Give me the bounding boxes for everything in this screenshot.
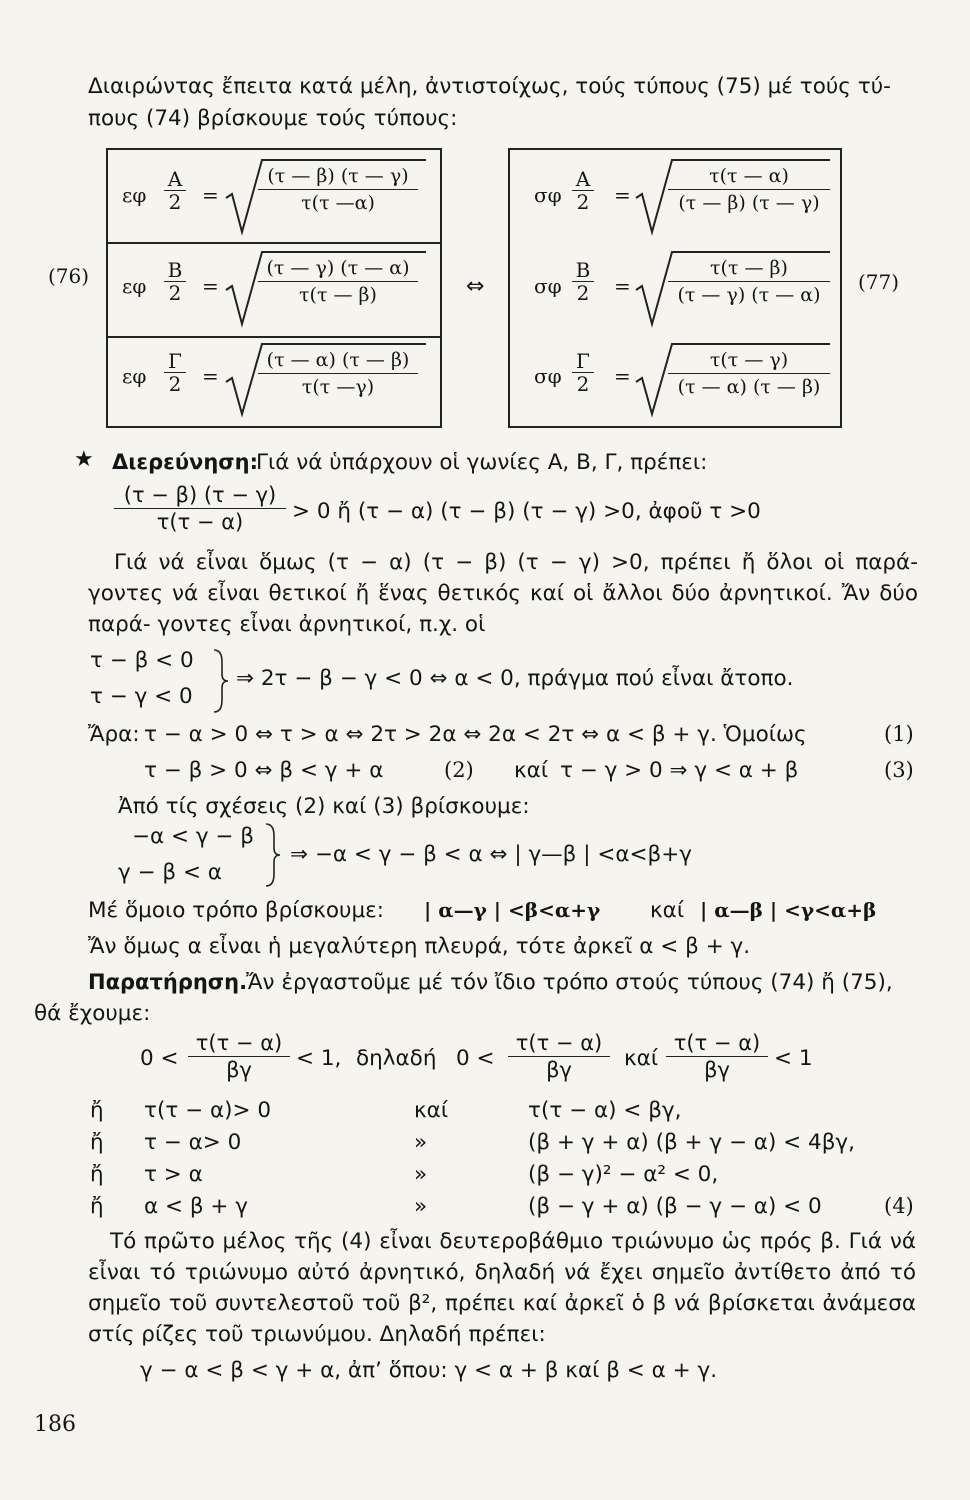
formula-row-cot-g: σφ $\frac{\Gamma}{2}$ = τ(τ — γ) (τ — α) (τ — β) [510,338,840,424]
system1-line-1: τ − β < 0 [90,648,194,673]
brace-icon [264,822,282,888]
chain-left: τ − α> 0 [144,1130,242,1155]
chain-or: ἤ [90,1130,104,1155]
final-conclusion: γ − α < β < γ + α, ἀπ’ ὅπου: γ < α + β καί β < α + γ. [140,1358,718,1383]
system2-line-2: γ − β < α [118,860,222,885]
ara-line-1: τ − α > 0 ⇔ τ > α ⇔ 2τ > 2α ⇔ 2α < 2τ ⇔ α < β + γ. Ὁμοίως [144,722,807,747]
similar-result-2: | α—β | <γ<α+β [700,898,877,922]
equation-number-1: (1) [884,722,914,746]
remark-text-2: θά ἔχουμε: [34,1001,151,1026]
ineq-kai: καί [624,1046,659,1071]
intro-line-2: πους (74) βρίσκουμε τούς τύπους: [88,106,458,131]
chain-mid: » [414,1130,428,1155]
system1-line-2: τ − γ < 0 [90,684,193,709]
ineq-fraction-2: τ(τ − α) βγ [508,1030,610,1083]
brace-icon [212,648,230,714]
discussion-text: Γιά νά ὑπάρχουν οἱ γωνίες A, B, Γ, πρέπει: [256,450,708,475]
chain-right: τ(τ − α) < βγ, [528,1098,682,1123]
chain-mid: καί [414,1098,449,1123]
formula-label-76: (76) [48,264,90,288]
remark-title: Παρατήρηση. [88,970,248,994]
chain-right: (β − γ)² − α² < 0, [528,1162,719,1187]
equation-number-4: (4) [884,1194,914,1218]
ara-label: Ἄρα: [88,722,140,747]
star-icon: ★ [74,447,94,472]
paragraph-sign-analysis: Γιά νά εἶναι ὅμως (τ − α) (τ − β) (τ − γ) >0, πρέπει ἤ ὅλοι οἱ παρά- γοντες νά εἶναι θετικοί ἤ ἕνας θετικός καί οἱ ἄλλοι δύο ἀρνητικοί. Ἄν δύο παρά- γοντες εἶναι ἀρνητικοί, π.χ. οἱ [88,550,918,637]
ara-kai: καί [514,758,549,783]
formula-row-tan-b: εφ $\frac{B}{2}$ = (τ — γ) (τ — α) τ(τ — β) [108,244,440,336]
ineq-zero-lt: 0 < [140,1046,179,1071]
system2-result: ⇒ −α < γ − β < α ⇔ | γ—β | <α<β+γ [290,842,692,867]
similar-result-1: | α—γ | <β<α+γ [424,898,601,922]
chain-or: ἤ [90,1194,104,1219]
intro-line-1: Διαιρώντας ἔπειτα κατά μέλη, ἀντιστοίχως, τούς τύπους (75) μέ τούς τύ- [88,74,891,99]
remark-text-1: Ἄν ἐργαστοῦμε μέ τόν ἴδιο τρόπο στούς τύπους (74) ἤ (75), [246,970,893,995]
formula-label-77: (77) [858,270,900,294]
chain-or: ἤ [90,1098,104,1123]
chain-left: α < β + γ [144,1194,248,1219]
similar-text: Μέ ὅμοιο τρόπο βρίσκουμε: [88,898,385,923]
discussion-title: Διερεύνηση: [112,450,258,474]
formula-row-tan-a: εφ $\frac{A}{2}$ = (τ — β) (τ — γ) τ(τ —α) [108,150,440,242]
chain-or: ἤ [90,1162,104,1187]
page-number: 186 [34,1412,76,1437]
ara-line-2a: τ − β > 0 ⇔ β < γ + α [144,758,384,783]
ineq-zero-lt-2: 0 < [456,1046,495,1071]
discussion-condition: > 0 ἤ (τ − α) (τ − β) (τ − γ) >0, ἀφοῦ τ >0 [292,499,761,524]
ineq-dilad: δηλαδή [356,1046,437,1071]
equation-number-2: (2) [444,758,474,782]
formula-row-tan-g: εφ $\frac{\Gamma}{2}$ = (τ — α) (τ — β) τ(τ —γ) [108,338,440,424]
chain-left: τ(τ − α)> 0 [144,1098,272,1123]
chain-mid: » [414,1194,428,1219]
chain-right: (β + γ + α) (β + γ − α) < 4βγ, [528,1130,855,1155]
ara-line-2b: τ − γ > 0 ⇒ γ < α + β [560,758,799,783]
formula-box-76 [106,148,442,428]
system2-line-1: −α < γ − β [132,824,254,849]
ineq-lt-one-b: < 1 [774,1046,813,1071]
paragraph-trinomial: Τό πρῶτο μέλος τῆς (4) εἶναι δευτεροβάθμιο τριώνυμο ὡς πρός β. Γιά νά εἶναι τό τριώνυμο αὐτό ἀρνητικό, δηλαδή νά ἔχει σημεῖο ἀντίθετο ἀπό τό σημεῖο τοῦ συντελεστοῦ τοῦ β², πρέπει καί ἀρκεῖ ὁ β νά βρίσκεται ἀνάμεσα στίς ρίζες τοῦ τριωνύμου. Δηλαδή πρέπει: [88,1229,916,1347]
discussion-fraction: (τ − β) (τ − γ) τ(τ − α) [114,482,286,535]
chain-mid: » [414,1162,428,1187]
ineq-fraction-1: τ(τ − α) βγ [188,1030,290,1083]
largest-side-text: Ἄν ὅμως α εἶναι ἡ μεγαλύτερη πλευρά, τότε ἀρκεῖ α < β + γ. [88,934,751,959]
ineq-fraction-3: τ(τ − α) βγ [666,1030,768,1083]
from-relations-text: Ἀπό τίς σχέσεις (2) καί (3) βρίσκουμε: [118,794,530,819]
formula-box-77 [508,148,842,428]
chain-left: τ > α [144,1162,203,1187]
system1-result: ⇒ 2τ − β − γ < 0 ⇔ α < 0, πράγμα πού εἶναι ἄτοπο. [236,666,794,691]
formula-row-cot-a: σφ $\frac{A}{2}$ = τ(τ — α) (τ — β) (τ — γ) [510,150,840,242]
chain-right: (β − γ + α) (β − γ − α) < 0 [528,1194,822,1219]
equation-number-3: (3) [884,758,914,782]
equivalence-symbol: ⇔ [466,274,485,299]
similar-kai: καί [650,898,685,923]
ineq-lt-one: < 1, [296,1046,342,1071]
formula-row-cot-b: σφ $\frac{B}{2}$ = τ(τ — β) (τ — γ) (τ — α) [510,244,840,336]
